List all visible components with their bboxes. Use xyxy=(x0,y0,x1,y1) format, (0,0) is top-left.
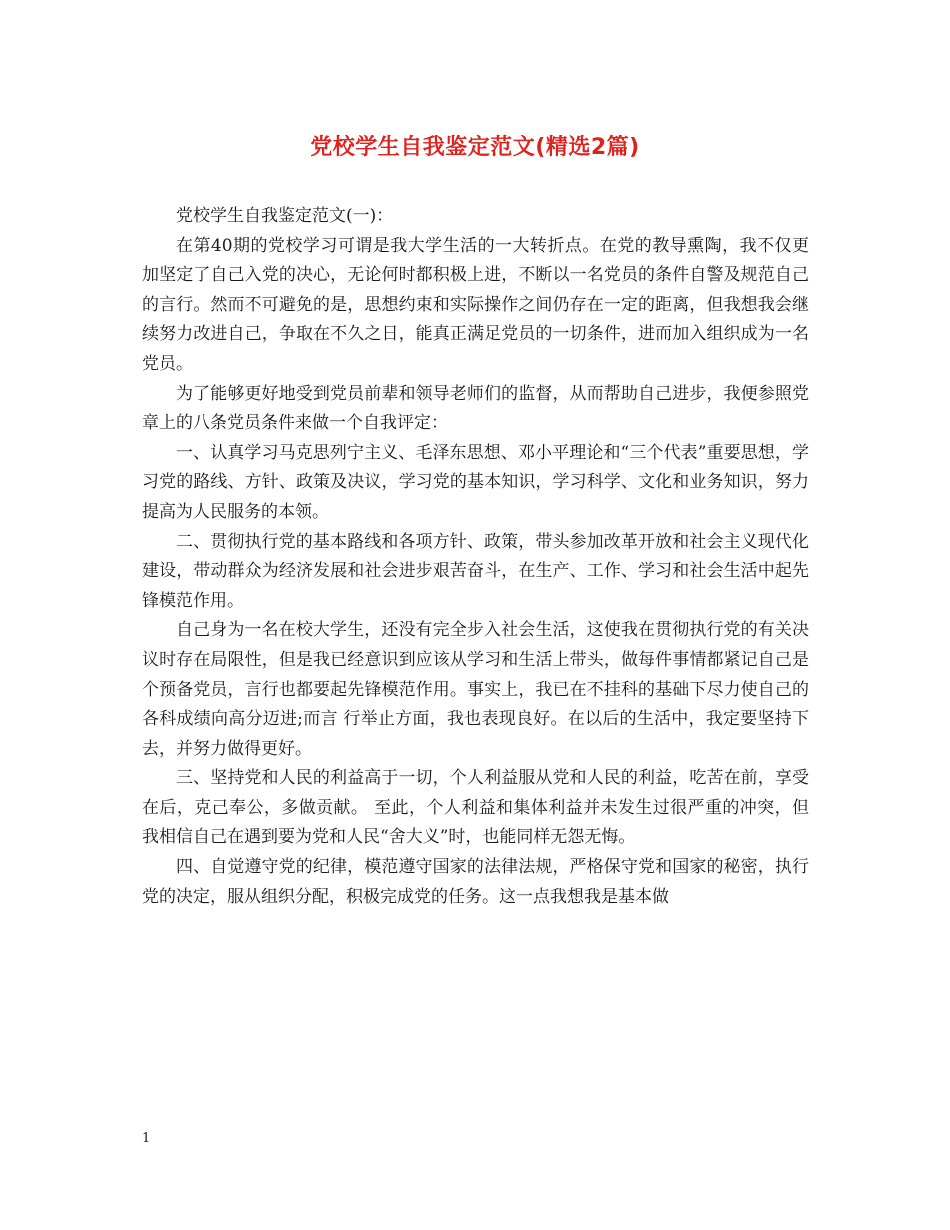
page-number: 1 xyxy=(142,1131,151,1146)
paragraph: 四、自觉遵守党的纪律，模范遵守国家的法律法规，严格保守党和国家的秘密，执行党的决定，服从组织分配，积极完成党的任务。这一点我想我是基本做 xyxy=(142,857,809,907)
section-heading: 党校学生自我鉴定范文(一)： xyxy=(176,206,394,226)
paragraph: 一、认真学习马克思列宁主义、毛泽东思想、邓小平理论和“三个代表”重要思想，学习党的路线、方针、政策及决议，学习党的基本知识，学习科学、文化和业务知识，努力提高为人民服务的本领。 xyxy=(142,442,809,522)
paragraph: 为了能够更好地受到党员前辈和领导老师们的监督，从而帮助自己进步，我便参照党章上的八条党员条件来做一个自我评定： xyxy=(142,383,809,434)
paragraph: 自己身为一名在校大学生，还没有完全步入社会生活，这使我在贯彻执行党的有关决议时存在局限性，但是我已经意识到应该从学习和生活上带头，做每件事情都紧记自己是个预备党员，言行也都要起先锋模范作用。事实上，我已在不挂科的基础下尽力使自己的各科成绩向高分迈进;而言 行举止方面，我也表现良好。在以后的生活中，我定要坚持下去，并努力做得更好。 xyxy=(142,620,809,759)
paragraph: 在第40期的党校学习可谓是我大学生活的一大转折点。在党的教导熏陶，我不仅更加坚定了自己入党的决心，无论何时都积极上进，不断以一名党员的条件自警及规范自己的言行。然而不可避免的是，思想约束和实际操作之间仍存在一定的距离，但我想我会继续努力改进自己，争取在不久之日，能真正满足党员的一切条件，进而加入组织成为一名党员。 xyxy=(142,235,809,374)
document-title: 党校学生自我鉴定范文(精选2篇) xyxy=(310,135,640,160)
paragraph: 二、贯彻执行党的基本路线和各项方针、政策，带头参加改革开放和社会主义现代化建设，带动群众为经济发展和社会进步艰苦奋斗，在生产、工作、学习和社会生活中起先锋模范作用。 xyxy=(142,531,809,611)
paragraph: 三、坚持党和人民的利益高于一切，个人利益服从党和人民的利益，吃苦在前，享受在后，克己奉公，多做贡献。 至此，个人利益和集体利益并未发生过很严重的冲突，但我相信自己在遇到要为党和人民“舍大义”时，也能同样无怨无悔。 xyxy=(142,768,809,848)
document-body xyxy=(142,202,809,912)
